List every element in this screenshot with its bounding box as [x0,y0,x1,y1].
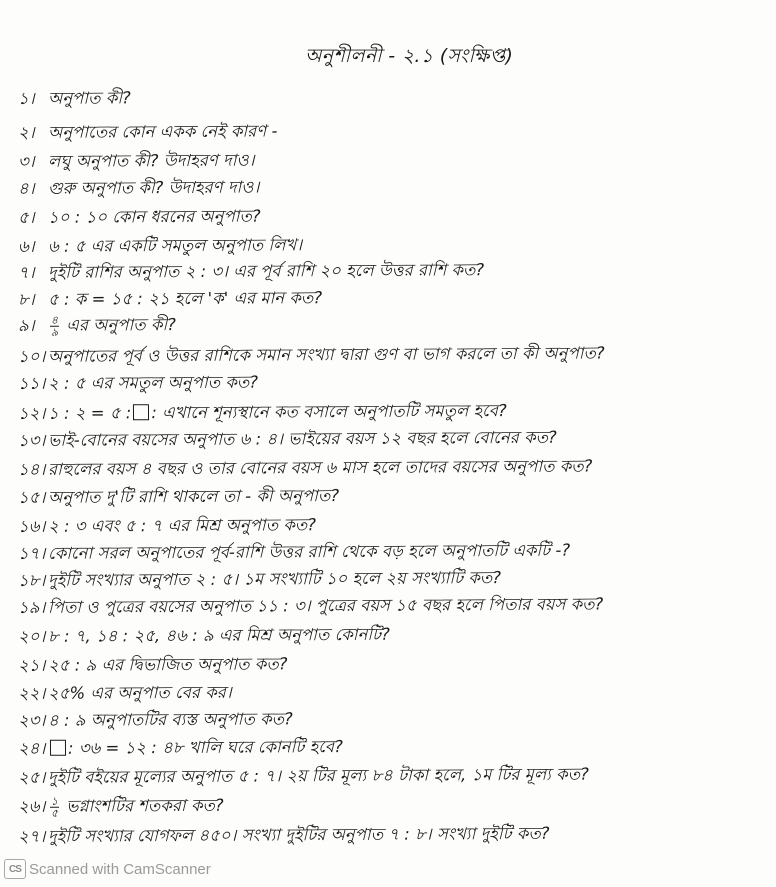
question-number: ৯। [17,315,35,335]
question-number: ১৯। [17,597,46,617]
question-item [18,234,302,258]
question-number: ২২। [17,683,46,703]
question-item [18,567,501,592]
question-item [18,177,259,200]
question-item [18,400,507,425]
question-text: দুইটি বইয়ের মূল্যের অনুপাত ৫ : ৭। ২য় টির মূল্য ৮৪ টাকা হলে, ১ম টির মূল্য কত? [47,764,589,787]
question-text: পিতা ও পুত্রের বয়সের অনুপাত ১১ : ৩। পুত্রের বয়স ১৫ বছর হলে পিতার বয়স কত? [47,594,604,617]
question-text: লঘু অনুপাত কী? উদাহরণ দাও। [47,150,255,171]
question-item [18,540,570,565]
question-number: ৮। [17,289,35,309]
question-text: ভগ্নাংশটির শতকরা কত? [66,795,224,816]
question-item [18,455,593,481]
fraction-denominator: ৯ [50,325,59,339]
question-text: অনুপাত দু'টি রাশি থাকলে তা - কী অনুপাত? [47,486,340,507]
blank-box [50,740,66,756]
question-item [18,514,316,538]
question-item [18,593,603,619]
question-text: ভাই-বোনের বয়সের অনুপাত ৬ : ৪। ভাইয়ের বয়স ১২ বছর হলে বোনের কত? [47,427,557,450]
question-number: ২৩। [17,710,46,730]
question-item [18,87,131,110]
question-number: ১১। [17,373,46,393]
question-number: ১৩। [17,430,46,450]
question-number: ১৪। [17,459,46,479]
scanner-watermark [4,859,211,879]
question-number: ২১। [17,655,46,675]
question-item [18,708,293,732]
question-text: গুরু অনুপাত কী? উদাহরণ দাও। [47,177,260,198]
question-item [18,485,339,509]
question-item [18,287,322,311]
question-text: ৬ : ৫ এর একটি সমতুল অনুপাত লিখ। [47,235,303,256]
question-item [18,653,288,677]
question-text: : এখানে শূন্যস্থানে কত বসালে অনুপাতটি সমতুল হবে? [151,401,507,423]
page-title: অনুশীলনী - ২.১ (সংক্ষিপ্ত) [305,45,514,67]
question-item [18,764,589,789]
question-item [18,120,278,144]
question-number: ২৬। [17,796,46,816]
question-item [18,342,605,368]
question-text: ২ : ৫ এর সমতুল অনুপাত কত? [47,372,259,393]
question-text: দুইটি সংখ্যার যোগফল ৪৫০। সংখ্যা দুইটির অনুপাত ৭ : ৮। সংখ্যা দুইটি কত? [47,823,550,846]
question-item [18,372,258,395]
fraction [50,315,59,338]
question-text: ২৫ : ৯ এর দ্বিভাজিত অনুপাত কত? [47,654,288,675]
fraction-denominator: ৫ [50,806,59,820]
watermark-text: Scanned with CamScanner [29,860,211,878]
question-item [18,795,224,819]
question-text: ৮ : ৭, ১৪ : ২৫, ৪৬ : ৯ এর মিশ্র অনুপাত কোনটি? [47,624,390,646]
question-number: ২৪। [17,738,46,758]
question-item [18,314,176,338]
question-item [18,823,550,848]
question-number: ৪। [17,178,35,198]
question-number: ১৮। [17,570,46,590]
question-item [18,736,343,760]
question-text: ২ : ৩ এবং ৫ : ৭ এর মিশ্র অনুপাত কত? [47,515,317,536]
question-text: কোনো সরল অনুপাতের পূর্ব-রাশি উত্তর রাশি থেকে বড় হলে অনুপাতটি একটি -? [47,540,571,563]
question-text: : ৩৬ = ১২ : ৪৮ খালি ঘরে কোনটি হবে? [67,737,343,758]
question-number: ১৭। [17,543,46,563]
fraction [50,796,59,819]
question-text: ২৫% এর অনুপাত বের কর। [47,682,232,703]
blank-box [133,404,149,420]
fraction-numerator: ১ [50,794,59,808]
question-item [18,206,261,229]
question-text: অনুপাতের কোন একক নেই কারণ - [47,121,278,142]
question-text: রাহুলের বয়স ৪ বছর ও তার বোনের বয়স ৬ মাস হলে তাদের বয়সের অনুপাত কত? [47,456,593,479]
question-number: ১২। [17,403,46,423]
question-text: অনুপাত কী? [47,88,131,108]
question-text: ৫ : ক = ১৫ : ২১ হলে 'ক' এর মান কত? [47,288,323,309]
question-item [18,259,484,284]
question-number: ২০। [17,626,46,646]
question-prefix: ১ : ২ = ৫ : [47,403,132,423]
question-item [18,682,232,705]
question-text: এর অনুপাত কী? [66,315,176,335]
camscanner-logo-icon: CS [4,859,26,879]
question-number: ১০। [17,346,46,366]
question-text: ৪ : ৯ অনুপাতটির ব্যস্ত অনুপাত কত? [47,709,293,730]
question-number: ১। [17,88,35,108]
question-number: ৫। [17,207,35,227]
question-text: দুইটি রাশির অনুপাত ২ : ৩। এর পূর্ব রাশি ২০ হলে উত্তর রাশি কত? [47,260,485,282]
question-text: দুইটি সংখ্যার অনুপাত ২ : ৫। ১ম সংখ্যাটি ১০ হলে ২য় সংখ্যাটি কত? [47,568,502,590]
question-item [18,427,557,452]
question-number: ৭। [17,262,35,282]
question-text: ১০ : ১০ কোন ধরনের অনুপাত? [47,206,261,227]
question-number: ২। [17,122,35,142]
question-number: ৩। [17,151,35,171]
question-item [18,150,255,173]
question-number: ২৫। [17,767,46,787]
question-number: ২৭। [17,826,46,846]
question-number: ১৬। [17,516,46,536]
question-number: ১৫। [17,487,46,507]
fraction-numerator: ৪ [50,313,59,327]
question-number: ৬। [17,236,35,256]
question-text: অনুপাতের পূর্ব ও উত্তর রাশিকে সমান সংখ্যা দ্বারা গুণ বা ভাগ করলে তা কী অনুপাত? [47,343,605,366]
question-item [18,624,390,648]
